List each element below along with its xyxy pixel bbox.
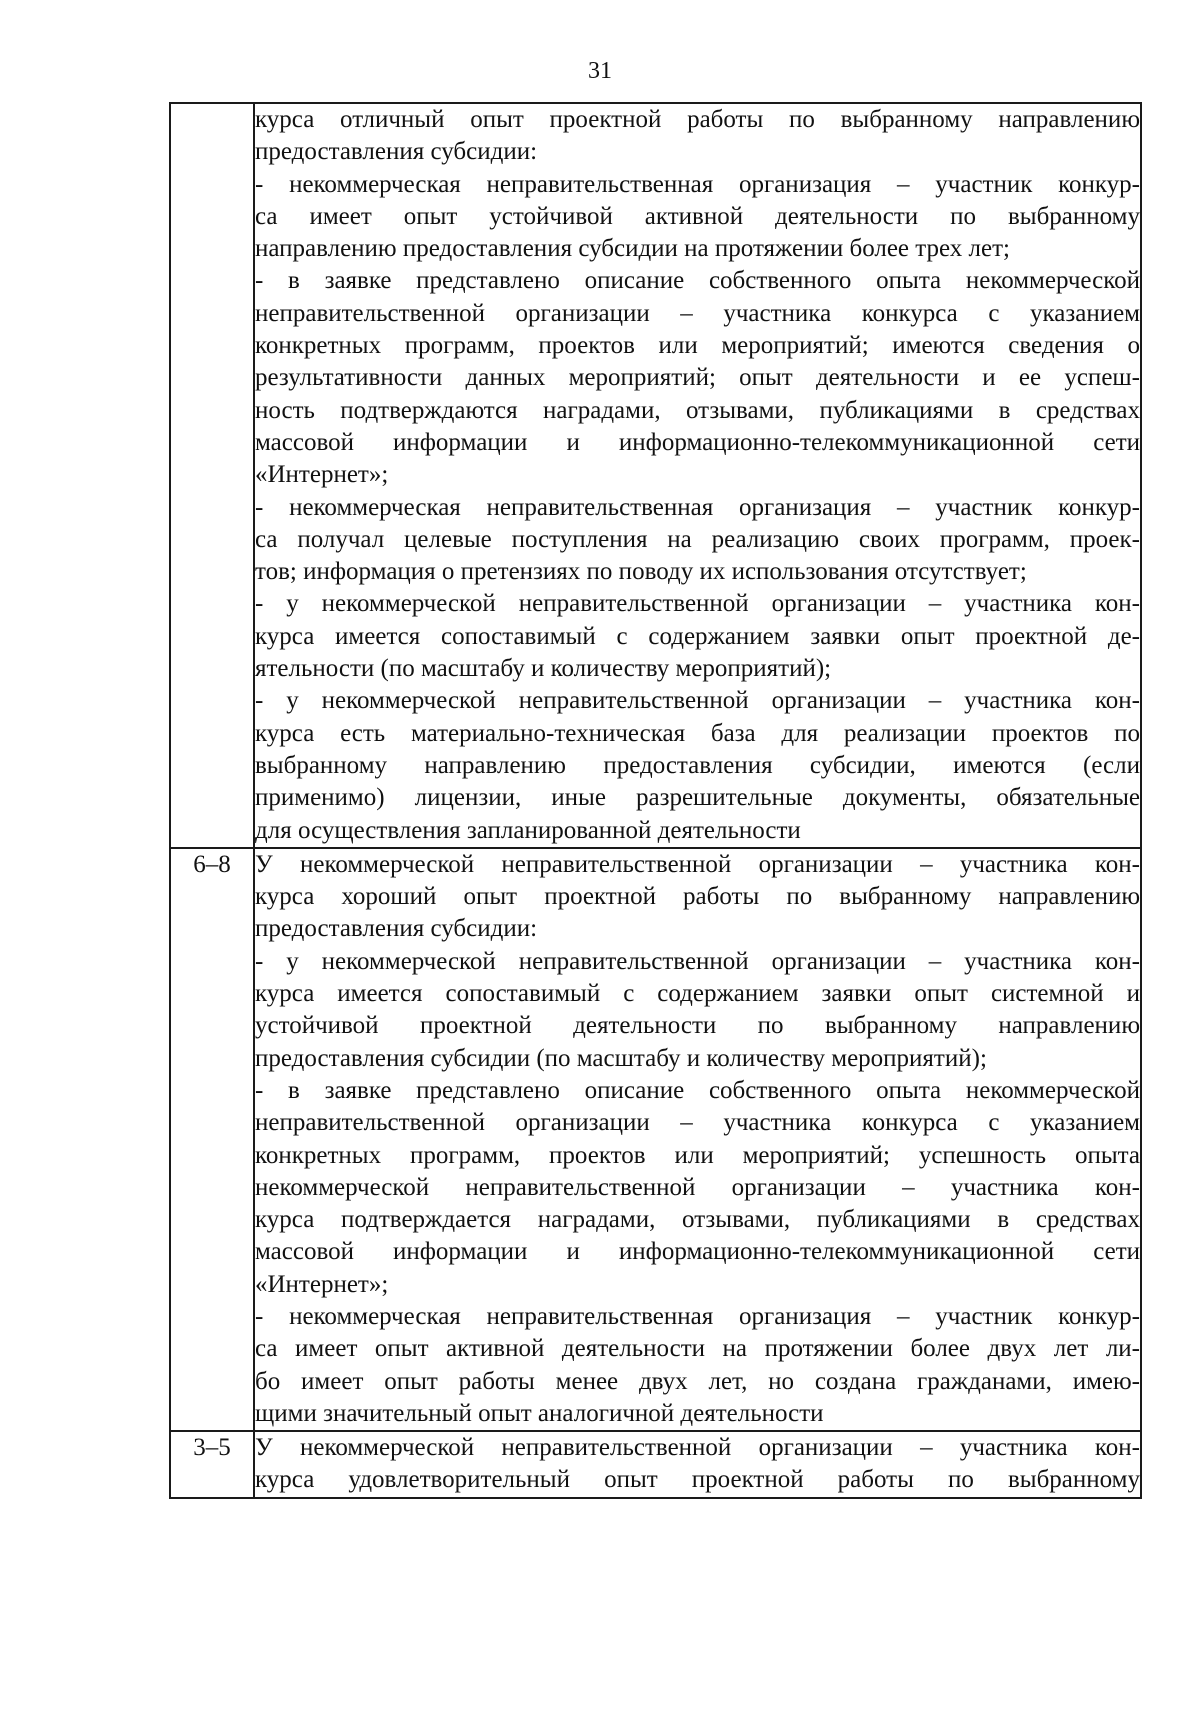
description-line: «Интернет»; [255,461,389,489]
description-line: - некоммерческая неправительственная организация – участник конкур- [255,170,1140,198]
description-line: курса удовлетворительный опыт проектной работы по выбранному [255,1466,1140,1494]
description-line: выбранному направлению предоставления субсидии, имеются (если [255,751,1140,779]
score-cell [170,103,254,848]
description-line: массовой информации и информационно-телекоммуникационной сети [255,428,1140,456]
description-line: бо имеет опыт работы менее двух лет, но создана гражданами, имею- [255,1367,1140,1395]
description-cell [254,103,1141,848]
description-line: са имеет опыт устойчивой активной деятельности по выбранному [255,202,1140,230]
description-line: курса подтверждается наградами, отзывами, публикациями в средствах [255,1206,1140,1234]
description-line: для осуществления запланированной деятельности [255,816,801,844]
description-line: курса хороший опыт проектной работы по выбранному направлению [255,883,1140,911]
description-line: предоставления субсидии (по масштабу и количеству мероприятий); [255,1044,987,1072]
score-cell: 3–5 [170,1431,254,1498]
description-line: курса имеется сопоставимый с содержанием заявки опыт проектной де- [255,622,1140,650]
description-line: са получал целевые поступления на реализацию своих программ, проек- [255,525,1140,553]
description-line: «Интернет»; [255,1270,389,1298]
description-line: У некоммерческой неправительственной организации – участника кон- [255,1434,1140,1462]
page-number: 31 [588,58,612,84]
description-line: - у некоммерческой неправительственной организации – участника кон- [255,687,1140,715]
description-line: курса имеется сопоставимый с содержанием заявки опыт системной и [255,980,1140,1008]
description-line: конкретных программ, проектов или мероприятий; успешность опыта [255,1141,1140,1169]
description-line: У некоммерческой неправительственной организации – участника кон- [255,850,1140,878]
description-line: ность подтверждаются наградами, отзывами, публикациями в средствах [255,396,1140,424]
description-line: конкретных программ, проектов или мероприятий; имеются сведения о [255,332,1140,360]
description-line: - в заявке представлено описание собственного опыта некоммерческой [255,267,1140,295]
description-line: - некоммерческая неправительственная организация – участник конкур- [255,493,1140,521]
description-line: курса отличный опыт проектной работы по выбранному направлению [255,106,1140,133]
description-line: результативности данных мероприятий; опыт деятельности и ее успеш- [255,364,1140,392]
criteria-row [170,1431,1141,1498]
description-line: массовой информации и информационно-телекоммуникационной сети [255,1238,1140,1266]
description-cell [254,1431,1141,1498]
description-line: предоставления субсидии: [255,138,538,166]
description-line: - у некоммерческой неправительственной организации – участника кон- [255,947,1140,975]
description-line: некоммерческой неправительственной организации – участника кон- [255,1173,1140,1201]
description-line: - у некоммерческой неправительственной организации – участника кон- [255,590,1140,618]
description-line: тов; информация о претензиях по поводу их использования отсутствует; [255,558,1027,586]
description-line: применимо) лицензии, иные разрешительные документы, обязательные [255,784,1140,812]
criteria-row [170,848,1141,1431]
description-line: - в заявке представлено описание собственного опыта некоммерческой [255,1076,1140,1104]
score-cell: 6–8 [170,848,254,1431]
description-cell [254,848,1141,1431]
description-line: предоставления субсидии: [255,915,538,943]
description-line: устойчивой проектной деятельности по выбранному направлению [255,1012,1140,1040]
criteria-table [169,102,1142,1499]
description-line: неправительственной организации – участника конкурса с указанием [255,299,1140,327]
description-line: щими значительный опыт аналогичной деятельности [255,1399,824,1427]
criteria-row [170,103,1141,848]
description-line: курса есть материально-техническая база для реализации проектов по [255,719,1140,747]
description-line: - некоммерческая неправительственная организация – участник конкур- [255,1302,1140,1330]
description-line: ятельности (по масштабу и количеству мероприятий); [255,655,832,683]
criteria-table-body [170,103,1141,1498]
description-line: са имеет опыт активной деятельности на протяжении более двух лет ли- [255,1335,1140,1363]
description-line: неправительственной организации – участника конкурса с указанием [255,1109,1140,1137]
description-line: направлению предоставления субсидии на протяжении более трех лет; [255,235,1010,263]
